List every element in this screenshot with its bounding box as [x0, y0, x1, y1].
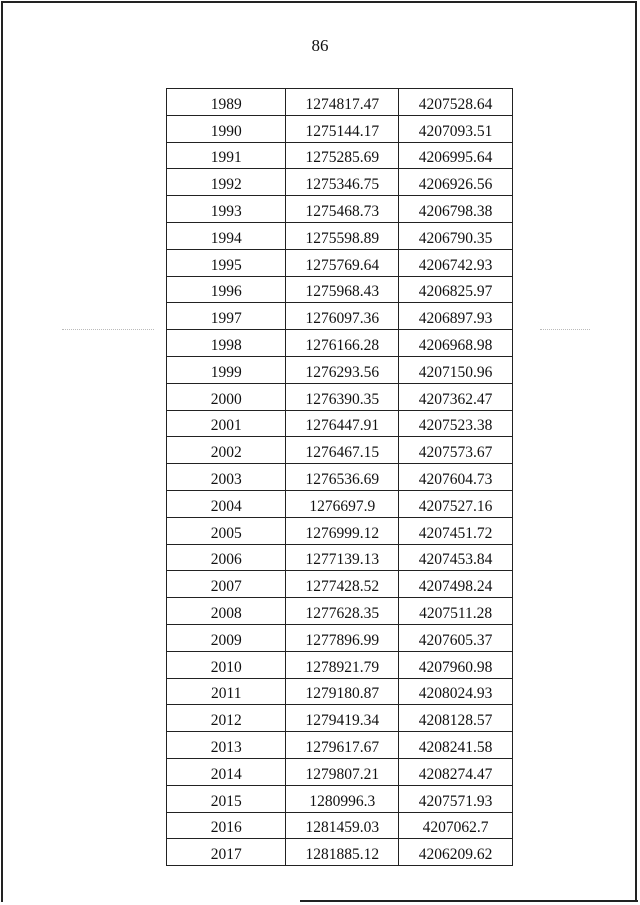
- y-value-cell: 4206798.38: [399, 196, 513, 223]
- table-row: [167, 839, 513, 866]
- page-number: 86: [311, 36, 329, 55]
- year-cell: 2010: [167, 651, 286, 678]
- y-value-cell: 4207093.51: [399, 115, 513, 142]
- x-value-cell: 1276447.91: [286, 410, 399, 437]
- table-row: [167, 517, 513, 544]
- year-cell: 2012: [167, 705, 286, 732]
- year-cell: 1996: [167, 276, 286, 303]
- year-cell: 1989: [167, 89, 286, 116]
- y-value-cell: 4207523.38: [399, 410, 513, 437]
- x-value-cell: 1278921.79: [286, 651, 399, 678]
- table-row: [167, 115, 513, 142]
- year-cell: 2013: [167, 732, 286, 759]
- x-value-cell: 1276293.56: [286, 356, 399, 383]
- year-cell: 2009: [167, 624, 286, 651]
- y-value-cell: 4207571.93: [399, 785, 513, 812]
- year-cell: 1991: [167, 142, 286, 169]
- y-value-cell: 4206742.93: [399, 249, 513, 276]
- year-cell: 1999: [167, 356, 286, 383]
- table-row: [167, 812, 513, 839]
- y-value-cell: 4207362.47: [399, 383, 513, 410]
- y-value-cell: 4208024.93: [399, 678, 513, 705]
- year-cell: 1994: [167, 222, 286, 249]
- year-cell: 2003: [167, 464, 286, 491]
- x-value-cell: 1275598.89: [286, 222, 399, 249]
- table-row: [167, 651, 513, 678]
- x-value-cell: 1277428.52: [286, 571, 399, 598]
- table-row: [167, 624, 513, 651]
- y-value-cell: 4208241.58: [399, 732, 513, 759]
- x-value-cell: 1279419.34: [286, 705, 399, 732]
- year-cell: 1990: [167, 115, 286, 142]
- table-row: [167, 732, 513, 759]
- x-value-cell: 1275968.43: [286, 276, 399, 303]
- y-value-cell: 4207960.98: [399, 651, 513, 678]
- x-value-cell: 1274817.47: [286, 89, 399, 116]
- table-row: [167, 598, 513, 625]
- year-cell: 2001: [167, 410, 286, 437]
- y-value-cell: 4207528.64: [399, 89, 513, 116]
- x-value-cell: 1276390.35: [286, 383, 399, 410]
- page-bottom-edge: [300, 900, 638, 902]
- x-value-cell: 1275769.64: [286, 249, 399, 276]
- y-value-cell: 4207573.67: [399, 437, 513, 464]
- scan-artifact-left: [62, 329, 154, 330]
- year-cell: 1993: [167, 196, 286, 223]
- year-cell: 2002: [167, 437, 286, 464]
- y-value-cell: 4206790.35: [399, 222, 513, 249]
- year-cell: 2014: [167, 758, 286, 785]
- x-value-cell: 1281459.03: [286, 812, 399, 839]
- year-cell: 2006: [167, 544, 286, 571]
- year-cell: 2016: [167, 812, 286, 839]
- table-row: [167, 464, 513, 491]
- x-value-cell: 1275144.17: [286, 115, 399, 142]
- table-row: [167, 705, 513, 732]
- table-row: [167, 410, 513, 437]
- coordinates-table: [166, 88, 513, 866]
- year-cell: 1997: [167, 303, 286, 330]
- y-value-cell: 4207150.96: [399, 356, 513, 383]
- y-value-cell: 4206926.56: [399, 169, 513, 196]
- table-row: [167, 544, 513, 571]
- x-value-cell: 1277628.35: [286, 598, 399, 625]
- y-value-cell: 4207605.37: [399, 624, 513, 651]
- y-value-cell: 4206995.64: [399, 142, 513, 169]
- table-row: [167, 89, 513, 116]
- scan-artifact-right: [540, 329, 590, 330]
- year-cell: 2000: [167, 383, 286, 410]
- table-body: [167, 89, 513, 866]
- table-row: [167, 356, 513, 383]
- y-value-cell: 4208128.57: [399, 705, 513, 732]
- year-cell: 2007: [167, 571, 286, 598]
- year-cell: 1992: [167, 169, 286, 196]
- x-value-cell: 1277896.99: [286, 624, 399, 651]
- x-value-cell: 1277139.13: [286, 544, 399, 571]
- y-value-cell: 4208274.47: [399, 758, 513, 785]
- x-value-cell: 1279807.21: [286, 758, 399, 785]
- x-value-cell: 1276697.9: [286, 490, 399, 517]
- table-row: [167, 785, 513, 812]
- table-row: [167, 303, 513, 330]
- table-row: [167, 169, 513, 196]
- x-value-cell: 1280996.3: [286, 785, 399, 812]
- table-row: [167, 142, 513, 169]
- y-value-cell: 4207527.16: [399, 490, 513, 517]
- table-row: [167, 276, 513, 303]
- x-value-cell: 1276536.69: [286, 464, 399, 491]
- table-row: [167, 437, 513, 464]
- year-cell: 1998: [167, 330, 286, 357]
- y-value-cell: 4207451.72: [399, 517, 513, 544]
- y-value-cell: 4206825.97: [399, 276, 513, 303]
- table-row: [167, 490, 513, 517]
- table-row: [167, 249, 513, 276]
- table-row: [167, 222, 513, 249]
- y-value-cell: 4206209.62: [399, 839, 513, 866]
- x-value-cell: 1276467.15: [286, 437, 399, 464]
- x-value-cell: 1276097.36: [286, 303, 399, 330]
- table-row: [167, 383, 513, 410]
- year-cell: 2004: [167, 490, 286, 517]
- table-row: [167, 571, 513, 598]
- y-value-cell: 4207453.84: [399, 544, 513, 571]
- year-cell: 2011: [167, 678, 286, 705]
- x-value-cell: 1276166.28: [286, 330, 399, 357]
- table-row: [167, 758, 513, 785]
- y-value-cell: 4207604.73: [399, 464, 513, 491]
- year-cell: 2017: [167, 839, 286, 866]
- table-row: [167, 330, 513, 357]
- x-value-cell: 1279617.67: [286, 732, 399, 759]
- y-value-cell: 4206968.98: [399, 330, 513, 357]
- year-cell: 2015: [167, 785, 286, 812]
- x-value-cell: 1275346.75: [286, 169, 399, 196]
- y-value-cell: 4207062.7: [399, 812, 513, 839]
- table-row: [167, 196, 513, 223]
- x-value-cell: 1275468.73: [286, 196, 399, 223]
- x-value-cell: 1276999.12: [286, 517, 399, 544]
- x-value-cell: 1275285.69: [286, 142, 399, 169]
- table-row: [167, 678, 513, 705]
- year-cell: 2008: [167, 598, 286, 625]
- y-value-cell: 4207511.28: [399, 598, 513, 625]
- year-cell: 1995: [167, 249, 286, 276]
- x-value-cell: 1279180.87: [286, 678, 399, 705]
- y-value-cell: 4206897.93: [399, 303, 513, 330]
- x-value-cell: 1281885.12: [286, 839, 399, 866]
- y-value-cell: 4207498.24: [399, 571, 513, 598]
- year-cell: 2005: [167, 517, 286, 544]
